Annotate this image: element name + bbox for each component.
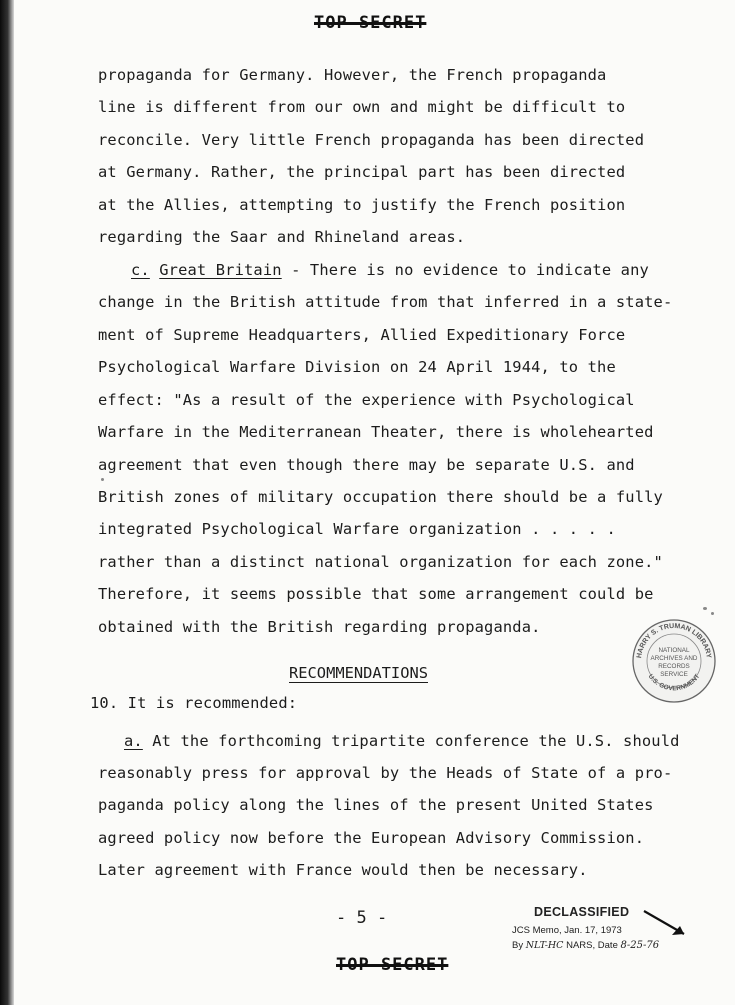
recommendation-a-line: Later agreement with France would then be necessary. xyxy=(98,861,588,879)
recommendations-heading: RECOMMENDATIONS xyxy=(289,664,428,682)
recommendation-a-line: agreed policy now before the European Advisory Commission. xyxy=(98,829,645,847)
declassification-by-line xyxy=(512,940,659,951)
recommendation-a-marker: a. xyxy=(124,732,143,750)
seal-ring-text: HARRY S. TRUMAN LIBRARY xyxy=(636,622,712,659)
scan-speck xyxy=(711,612,714,615)
section-c-line: change in the British attitude from that inferred in a state- xyxy=(98,293,673,311)
seal-center-line4: SERVICE xyxy=(660,671,688,678)
body-line: regarding the Saar and Rhineland areas. xyxy=(98,228,466,246)
top-classification-stamp xyxy=(314,13,426,33)
bottom-classification-stamp xyxy=(336,955,448,975)
recommendation-intro: 10. It is recommended: xyxy=(90,694,298,712)
section-c-first-line-rest: - There is no evidence to indicate any xyxy=(281,261,649,279)
section-c-line: British zones of military occupation there should be a fully xyxy=(98,488,663,506)
body-line: propaganda for Germany. However, the French propaganda xyxy=(98,66,607,84)
declassification-by-prefix: By xyxy=(512,940,524,951)
seal-bottom-text: U.S. GOVERNMENT xyxy=(646,673,702,693)
recommendation-a-line: paganda policy along the lines of the present United States xyxy=(98,796,654,814)
section-c-line: effect: "As a result of the experience with Psychological xyxy=(98,391,635,409)
recommendation-a-first-line xyxy=(124,731,680,751)
section-c-line: rather than a distinct national organization for each zone." xyxy=(98,553,663,571)
section-c-marker: c. xyxy=(131,261,150,279)
declassified-title: DECLASSIFIED xyxy=(534,905,630,919)
section-c-line: Warfare in the Mediterranean Theater, there is wholehearted xyxy=(98,423,654,441)
seal-center-line3: RECORDS xyxy=(658,663,690,670)
page-number: - 5 - xyxy=(336,908,388,928)
body-line: reconcile. Very little French propaganda has been directed xyxy=(98,131,645,149)
seal-center-line2: ARCHIVES AND xyxy=(650,655,698,662)
scan-speck xyxy=(703,607,707,610)
section-c-line: integrated Psychological Warfare organization . . . . . xyxy=(98,520,616,538)
recommendation-a-first-rest: At the forthcoming tripartite conference the U.S. should xyxy=(142,732,680,750)
declassification-nars: NARS, Date xyxy=(566,940,618,951)
declassification-authority: JCS Memo, Jan. 17, 1973 xyxy=(512,925,622,936)
section-c-line: ment of Supreme Headquarters, Allied Expeditionary Force xyxy=(98,326,626,344)
section-c-line: obtained with the British regarding propaganda. xyxy=(98,618,541,636)
section-c-line: agreement that even though there may be separate U.S. and xyxy=(98,456,635,474)
body-line: at Germany. Rather, the principal part has been directed xyxy=(98,163,626,181)
recommendation-a-line: reasonably press for approval by the Heads of State of a pro- xyxy=(98,764,673,782)
declassification-arrow-icon xyxy=(640,908,700,944)
body-line: line is different from our own and might be difficult to xyxy=(98,98,626,116)
top-classification-text: TOP SECRET xyxy=(314,13,427,33)
section-c-title: Great Britain xyxy=(159,261,282,279)
scan-binding-edge xyxy=(0,0,14,1005)
declassification-by-handwritten: NLT-HC xyxy=(525,940,564,951)
bottom-classification-text: TOP SECRET xyxy=(336,955,449,975)
seal-center-line1: NATIONAL xyxy=(658,647,690,654)
section-c-line: Psychological Warfare Division on 24 April 1944, to the xyxy=(98,358,616,376)
declassification-date-handwritten: 8-25-76 xyxy=(620,940,660,951)
section-c-first-line xyxy=(131,260,649,280)
body-line: at the Allies, attempting to justify the French position xyxy=(98,196,626,214)
section-c-line: Therefore, it seems possible that some arrangement could be xyxy=(98,585,654,603)
scan-speck xyxy=(101,478,104,481)
truman-library-seal-icon xyxy=(631,618,717,704)
